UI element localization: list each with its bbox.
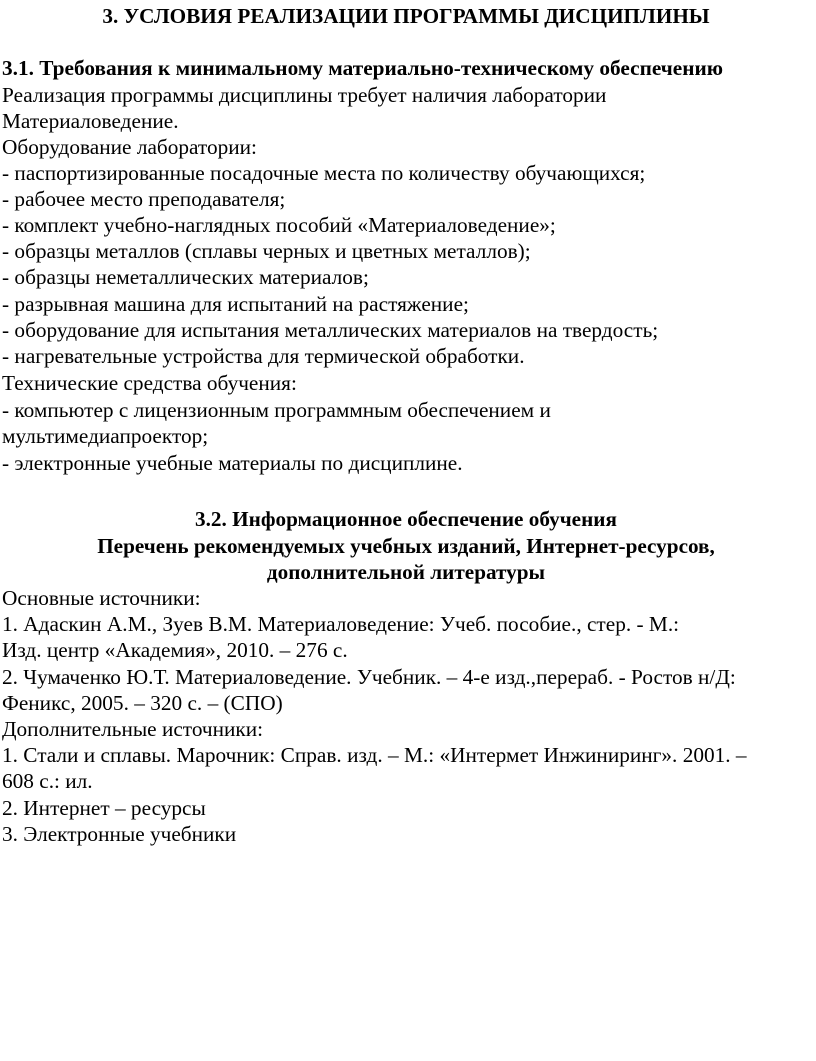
main-source-line: 2. Чумаченко Ю.Т. Материаловедение. Учебник. – 4-е изд.,перераб. - Ростов н/Д: — [2, 665, 736, 689]
tech-item: мультимедиапроектор; — [2, 424, 209, 448]
equipment-item: - рабочее место преподавателя; — [2, 187, 286, 211]
main-source-line: 1. Адаскин А.М., Зуев В.М. Материаловедение: Учеб. пособие., стер. - М.: — [2, 612, 680, 636]
extra-source-line: 1. Стали и сплавы. Марочник: Справ. изд. – М.: «Интермет Инжиниринг». 2001. – — [2, 743, 747, 767]
main-source-line: Феникс, 2005. – 320 с. – (СПО) — [2, 691, 283, 715]
tech-item: - компьютер с лицензионным программным обеспечением и — [2, 398, 551, 422]
section1-heading: 3.1. Требования к минимальному материально-техническому обеспечению — [2, 56, 724, 80]
equipment-item: - оборудование для испытания металлических материалов на твердость; — [2, 318, 659, 342]
section1-intro-line: Реализация программы дисциплины требует наличия лаборатории — [2, 83, 607, 107]
page-title: 3. УСЛОВИЯ РЕАЛИЗАЦИИ ПРОГРАММЫ ДИСЦИПЛИНЫ — [102, 4, 710, 28]
extra-source-line: 608 с.: ил. — [2, 769, 93, 793]
tech-label: Технические средства обучения: — [2, 371, 297, 395]
equipment-item: - разрывная машина для испытаний на растяжение; — [2, 292, 469, 316]
extra-sources-label: Дополнительные источники: — [2, 717, 264, 741]
main-sources-label: Основные источники: — [2, 586, 201, 610]
equipment-item: - паспортизированные посадочные места по количеству обучающихся; — [2, 161, 646, 185]
section2-heading: 3.2. Информационное обеспечение обучения — [195, 507, 617, 531]
extra-source-line: 3. Электронные учебники — [2, 822, 237, 846]
equipment-item: - нагревательные устройства для термической обработки. — [2, 344, 525, 368]
section2-subheading: Перечень рекомендуемых учебных изданий, Интернет-ресурсов, — [97, 534, 715, 558]
main-source-line: Изд. центр «Академия», 2010. – 276 с. — [2, 638, 348, 662]
tech-item: - электронные учебные материалы по дисциплине. — [2, 451, 463, 475]
equipment-item: - образцы неметаллических материалов; — [2, 265, 369, 289]
equipment-item: - образцы металлов (сплавы черных и цветных металлов); — [2, 239, 531, 263]
equipment-label: Оборудование лаборатории: — [2, 135, 257, 159]
equipment-item: - комплект учебно-наглядных пособий «Материаловедение»; — [2, 213, 556, 237]
extra-source-line: 2. Интернет – ресурсы — [2, 796, 206, 820]
section1-intro-line: Материаловедение. — [2, 109, 179, 133]
section2-subheading: дополнительной литературы — [266, 560, 546, 584]
